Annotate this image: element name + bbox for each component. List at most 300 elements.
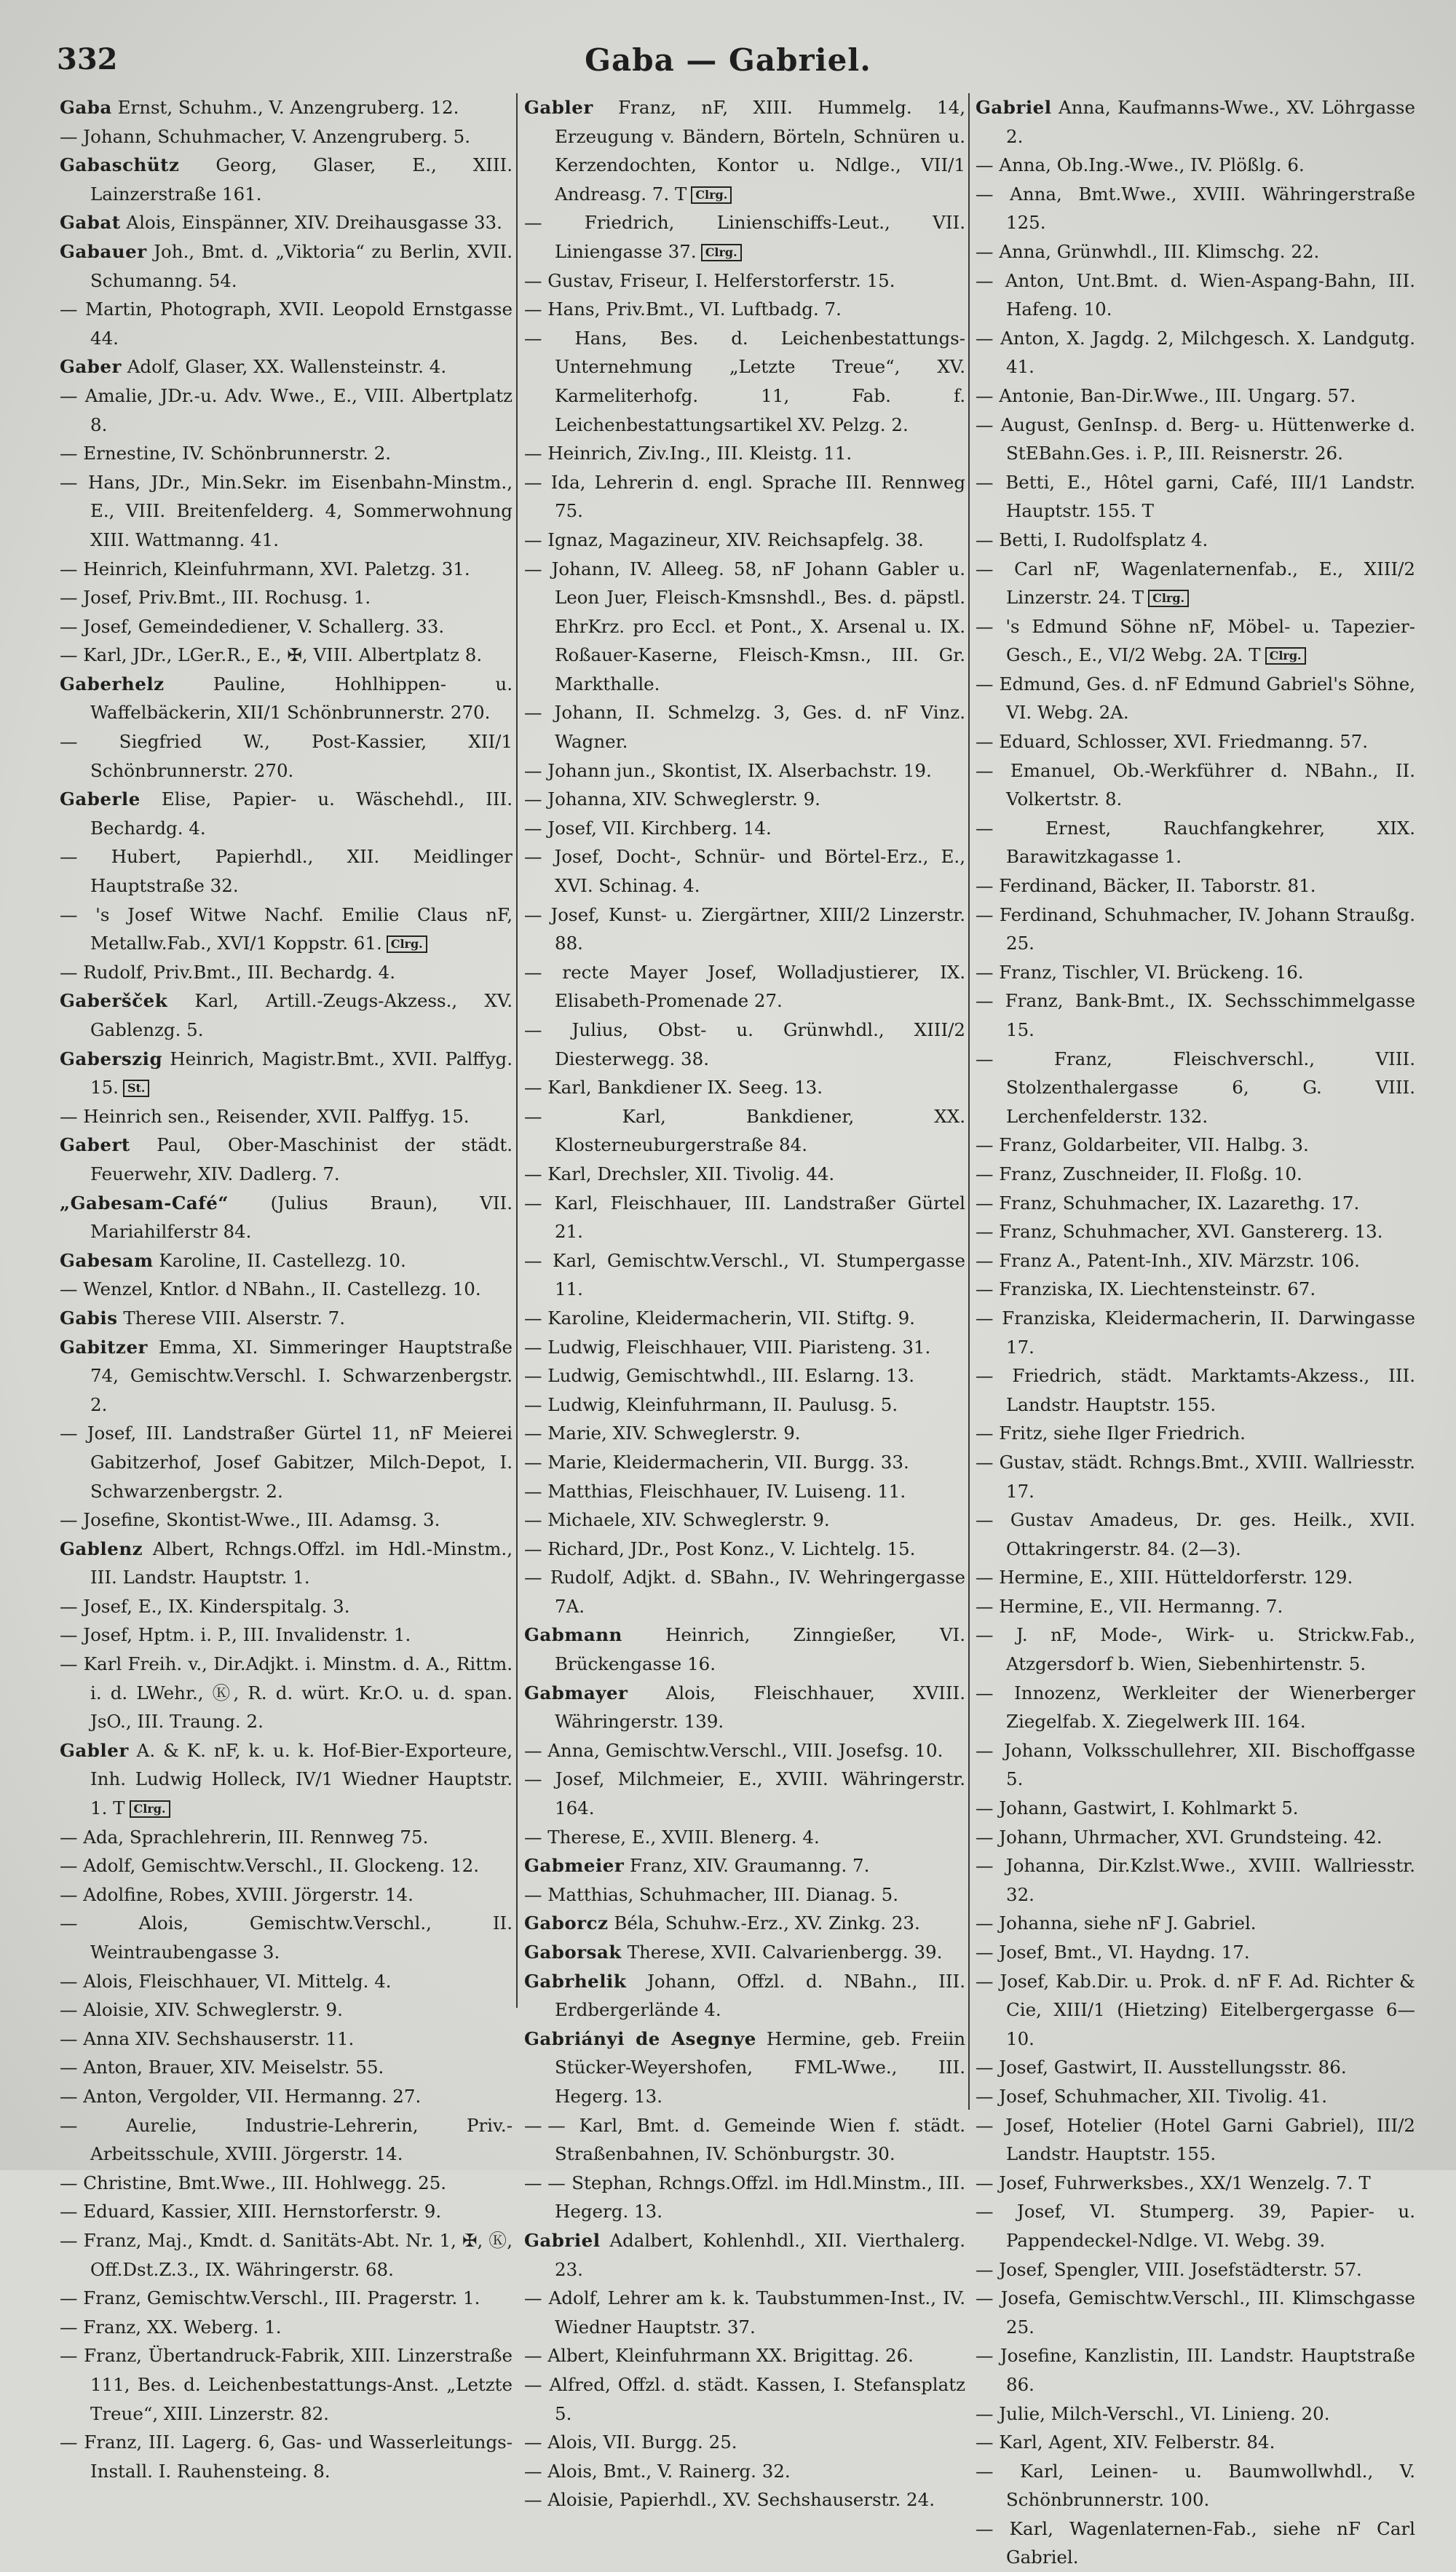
ditto-dash: — (524, 1393, 542, 1415)
ditto-dash: — (976, 183, 994, 205)
ditto-dash: — (976, 2287, 994, 2309)
entry-text: Ferdinand, Bäcker, II. Taborstr. 81. (999, 875, 1316, 897)
ditto-dash: — (976, 2402, 994, 2424)
directory-entry (976, 1217, 1415, 1246)
entry-text: Ludwig, Kleinfuhrmann, II. Paulusg. 5. (547, 1393, 898, 1415)
ditto-dash: — (976, 2201, 994, 2223)
ditto-dash: — (524, 1509, 542, 1531)
directory-entry (524, 1390, 965, 1420)
ditto-dash: — — (524, 2172, 566, 2193)
entry-text: 's Edmund Söhne nF, Möbel- u. Tapezier-Gesch., E., VI/2 Webg. 2A. T (1005, 615, 1415, 666)
entry-text: Josef, Kab.Dir. u. Prok. d. nF F. Ad. Richter & Cie, XIII/1 (Hietzing) Eitelbergergasse 6—10. (1000, 1970, 1415, 2049)
ditto-dash: — (524, 1422, 542, 1444)
directory-entry (976, 2197, 1415, 2255)
ditto-dash: — (524, 702, 542, 724)
directory-entry (524, 1880, 965, 1910)
ditto-dash: — (976, 1970, 994, 1992)
directory-entry (524, 1160, 965, 1189)
directory-entry (524, 1304, 965, 1333)
ditto-dash: — (60, 2172, 78, 2193)
ditto-dash: — (60, 2057, 78, 2078)
ditto-dash: — (976, 1249, 994, 1271)
entry-badge: Clrg. (1148, 590, 1189, 607)
entry-surname: Gabler (524, 97, 593, 118)
ditto-dash: — (524, 1163, 542, 1184)
directory-entry (976, 1419, 1415, 1448)
entry-text: Aloisie, XIV. Schweglerstr. 9. (83, 1999, 343, 2021)
entry-text: Karl, Fleischhauer, III. Landstraßer Gürtel 21. (554, 1192, 965, 1243)
directory-column-left (60, 93, 513, 2485)
entry-text: Alfred, Offzl. d. städt. Kassen, I. Stefansplatz 5. (549, 2373, 965, 2424)
ditto-dash: — (60, 471, 78, 493)
directory-entry (976, 180, 1415, 237)
entry-text: Ludwig, Gemischtwhdl., III. Eslarng. 13. (547, 1365, 915, 1387)
ditto-dash: — (976, 2517, 994, 2539)
ditto-dash: — (976, 1307, 994, 1329)
directory-entry (524, 208, 965, 266)
entry-text: J. nF, Mode-, Wirk- u. Strickw.Fab., Atzgersdorf b. Wien, Siebenhirtenstr. 5. (1006, 1624, 1415, 1675)
ditto-dash: — (60, 1970, 78, 1992)
entry-text: Aloisie, Papierhdl., XV. Sechshauserstr. 24. (547, 2489, 935, 2511)
entry-text: Anton, Brauer, XIV. Meiselstr. 55. (83, 2057, 384, 2078)
entry-text: (Julius Braun), VII. Mariahilferstr 84. (90, 1192, 513, 1243)
entry-text: Aurelie, Industrie-Lehrerin, Priv.-Arbeitsschule, XVIII. Jörgerstr. 14. (90, 2114, 513, 2165)
entry-text: Johann, IV. Alleeg. 58, nF Johann Gabler u. Leon Juer, Fleisch-Kmsnshdl., Bes. d. päpstl. EhrKrz. pro Eccl. et Pont., X. Arsenal u. IX. Roßauer-Kaserne, Fleisch-Kmsn., III. Gr. Markthalle. (551, 558, 965, 695)
entry-text: Gustav, Friseur, I. Helferstorferstr. 15. (547, 269, 895, 291)
directory-entry (60, 122, 513, 151)
entry-text: Karl Freih. v., Dir.Adjkt. i. Minstm. d. A., Rittm. i. d. LWehr., Ⓚ, R. d. würt. Kr.O. u. d. span. JsO., III. Traung. 2. (83, 1653, 513, 1733)
directory-entry (524, 468, 965, 526)
directory-entry (976, 266, 1415, 324)
entry-text: Adolf, Gemischtw.Verschl., II. Glockeng. 12. (83, 1855, 480, 1877)
directory-entry (524, 1736, 965, 1765)
directory-entry (976, 670, 1415, 727)
directory-entry (60, 1505, 513, 1535)
entry-surname: Gaberszig (60, 1048, 163, 1069)
entry-text: Franz, Maj., Kmdt. d. Sanitäts-Abt. Nr. 1, ✠, Ⓚ, Off.Dst.Z.3., IX. Währingerstr. 68. (83, 2229, 513, 2280)
ditto-dash: — (60, 1912, 78, 1934)
entry-text: Therese, XVII. Calvarienbergg. 39. (627, 1942, 943, 1963)
entry-text: Innozenz, Werkleiter der Wienerberger Ziegelfab. X. Ziegelwerk III. 164. (1006, 1682, 1415, 1733)
entry-text: Ludwig, Fleischhauer, VIII. Piaristeng. 31. (547, 1336, 931, 1358)
directory-entry (524, 324, 965, 439)
entry-text: Franz, XX. Weberg. 1. (83, 2316, 282, 2338)
ditto-dash: — (524, 1451, 542, 1473)
entry-text: Karl, Artill.-Zeugs-Akzess., XV. Gablenzg. 5. (90, 990, 513, 1040)
ditto-dash: — (524, 2373, 542, 2395)
ditto-dash: — (976, 1826, 994, 1848)
ditto-dash: — (60, 298, 78, 320)
entry-text: Josef, Hotelier (Hotel Garni Gabriel), III/2 Landstr. Hauptstr. 155. (1005, 2114, 1415, 2165)
entry-text: Alois, Fleischhauer, XVIII. Währingerstr. 139. (555, 1682, 965, 1733)
ditto-dash: — (524, 903, 542, 925)
ditto-dash: — (524, 1249, 542, 1271)
directory-entry (60, 295, 513, 352)
entry-text: Karl, Leinen- u. Baumwollwhdl., V. Schönbrunnerstr. 100. (1006, 2460, 1415, 2511)
ditto-dash: — (60, 1105, 78, 1127)
ditto-dash: — (60, 644, 78, 666)
directory-entry (976, 1938, 1415, 1967)
ditto-dash: — (524, 1480, 542, 1502)
entry-text: Johann, Uhrmacher, XVI. Grundsteing. 42. (999, 1826, 1382, 1848)
ditto-dash: — (60, 2287, 78, 2309)
entry-text: Karl, Bankdiener, XX. Klosterneuburgerstraße 84. (555, 1105, 965, 1156)
ditto-dash: — (524, 1365, 542, 1387)
entry-text: Therese VIII. Alserstr. 7. (123, 1307, 346, 1329)
entry-text: Adolf, Lehrer am k. k. Taubstummen-Inst., IV. Wiedner Hauptstr. 37. (548, 2287, 965, 2338)
entry-badge: Clrg. (1265, 647, 1306, 665)
entry-badge: Clrg. (130, 1800, 170, 1818)
directory-entry (60, 93, 513, 122)
ditto-dash: — (60, 1422, 78, 1444)
entry-text: Georg, Glaser, E., XIII. Lainzerstraße 161. (90, 154, 513, 205)
entry-text: Josef, Spengler, VIII. Josefstädterstr. 57. (999, 2258, 1362, 2280)
entry-text: Karl, Bmt. d. Gemeinde Wien f. städt. Straßenbahnen, IV. Schönburgstr. 30. (555, 2114, 965, 2165)
directory-entry (60, 670, 513, 727)
directory-entry (60, 1102, 513, 1131)
entry-text: Ferdinand, Schuhmacher, IV. Johann Straußg. 25. (999, 903, 1415, 954)
ditto-dash: — (524, 961, 542, 983)
ditto-dash: — (524, 2460, 542, 2482)
entry-text: Anna, Grünwhdl., III. Klimschg. 22. (999, 240, 1320, 262)
entry-surname: Gabmeier (524, 1855, 625, 1877)
directory-entry (976, 727, 1415, 756)
entry-text: Anna, Kaufmanns-Wwe., XV. Löhrgasse 2. (1006, 97, 1415, 147)
ditto-dash: — (976, 1797, 994, 1819)
directory-entry (60, 2197, 513, 2226)
entry-surname: Gaberhelz (60, 673, 165, 695)
entry-text: Heinrich, Zinngießer, VI. Brückengasse 16. (555, 1624, 965, 1675)
entry-text: Albert, Rchngs.Offzl. im Hdl.-Minstm., III. Landstr. Hauptstr. 1. (90, 1538, 513, 1588)
entry-surname: Gabriányi de Asegnye (524, 2027, 756, 2049)
ditto-dash: — (976, 1278, 994, 1300)
directory-entry (524, 2341, 965, 2370)
entry-text: Fritz, siehe Ilger Friedrich. (999, 1422, 1246, 1444)
directory-entry (976, 2399, 1415, 2429)
entry-surname: Gabmann (524, 1624, 622, 1646)
directory-entry (60, 151, 513, 208)
ditto-dash: — (976, 1192, 994, 1214)
entry-text: 's Josef Witwe Nachf. Emilie Claus nF, Metallw.Fab., XVI/1 Koppstr. 61. (90, 903, 513, 954)
entry-text: Martin, Photograph, XVII. Leopold Ernstgasse 44. (85, 298, 513, 349)
entry-text: Anton, Unt.Bmt. d. Wien-Aspang-Bahn, III. Hafeng. 10. (1005, 269, 1415, 320)
entry-text: Anna, Bmt.Wwe., XVIII. Währingerstraße 125. (1006, 183, 1415, 234)
ditto-dash: — (524, 1567, 542, 1588)
directory-entry (976, 2428, 1415, 2457)
directory-entry (976, 2053, 1415, 2082)
directory-column-right (976, 93, 1415, 2572)
directory-entry (976, 2111, 1415, 2169)
ditto-dash: — (60, 2085, 78, 2107)
ditto-dash: — (976, 2114, 994, 2136)
entry-text: Alois, Fleischhauer, VI. Mittelg. 4. (83, 1970, 392, 1992)
entry-text: Josef, Docht-, Schnür- und Börtel-Erz., E., XVI. Schinag. 4. (554, 846, 965, 897)
entry-surname: Gabriel (976, 97, 1052, 118)
entry-text: Karl, Wagenlaternen-Fab., siehe nF Carl Gabriel. (1006, 2517, 1415, 2568)
ditto-dash: — (524, 298, 542, 320)
directory-entry (524, 756, 965, 786)
entry-text: Friedrich, Linienschiffs-Leut., VII. Liniengasse 37. (555, 212, 965, 262)
ditto-dash: — (524, 2287, 542, 2309)
directory-entry (524, 2226, 965, 2284)
ditto-dash: — (976, 961, 994, 983)
directory-column-middle (524, 93, 965, 2514)
ditto-dash: — (976, 2085, 994, 2107)
ditto-dash: — (60, 1509, 78, 1531)
entry-text: Alois, Einspänner, XIV. Dreihausgasse 33. (126, 212, 502, 234)
ditto-dash: — (976, 1942, 994, 1963)
entry-surname: Gabaschütz (60, 154, 180, 176)
entry-text: Julius, Obst- u. Grünwhdl., XIII/2 Diesterwegg. 38. (555, 1019, 965, 1069)
entry-surname: Gaba (60, 97, 112, 118)
entry-text: Johann, Volksschullehrer, XII. Bischoffgasse 5. (1004, 1739, 1415, 1790)
entry-text: recte Mayer Josef, Wolladjustierer, IX. Elisabeth-Promenade 27. (555, 961, 965, 1012)
directory-entry (60, 1419, 513, 1505)
entry-text: Emma, XI. Simmeringer Hauptstraße 74, Gemischtw.Verschl. I. Schwarzenbergstr. 2. (90, 1336, 513, 1415)
entry-text: Josef, Fuhrwerksbes., XX/1 Wenzelg. 7. T (999, 2172, 1371, 2193)
entry-text: August, GenInsp. d. Berg- u. Hüttenwerke d. StEBahn.Ges. i. P., III. Reisnerstr. 26. (1000, 414, 1416, 464)
directory-entry (524, 439, 965, 468)
directory-entry (60, 583, 513, 612)
entry-text: Hermine, E., XIII. Hütteldorferstr. 129. (999, 1567, 1353, 1588)
directory-entry (976, 1592, 1415, 1621)
directory-entry (976, 324, 1415, 381)
ditto-dash: — (976, 759, 994, 781)
entry-text: Karl, Gemischtw.Verschl., VI. Stumpergasse 11. (553, 1249, 965, 1300)
directory-entry (524, 958, 965, 1016)
entry-text: Therese, E., XVIII. Blenerg. 4. (547, 1826, 820, 1848)
directory-entry (976, 1246, 1415, 1275)
entry-text: Joh., Bmt. d. „Viktoria“ zu Berlin, XVII. Schumanng. 54. (90, 240, 513, 291)
directory-entry (524, 1073, 965, 1102)
ditto-dash: — (60, 1278, 78, 1300)
ditto-dash: — (60, 961, 78, 983)
entry-surname: Gabert (60, 1134, 130, 1156)
ditto-dash: — (976, 2345, 994, 2367)
ditto-dash: — (60, 587, 78, 609)
entry-text: Siegfried W., Post-Kassier, XII/1 Schönbrunnerstr. 270. (90, 731, 513, 781)
directory-entry (60, 842, 513, 900)
directory-entry (60, 612, 513, 641)
ditto-dash: — (976, 875, 994, 897)
ditto-dash: — (976, 1855, 994, 1877)
entry-text: Betti, E., Hôtel garni, Café, III/1 Landstr. Hauptstr. 155. T (1005, 471, 1415, 522)
ditto-dash: — (976, 1595, 994, 1617)
directory-entry (60, 1333, 513, 1420)
directory-entry (976, 1851, 1415, 1909)
entry-text: Hubert, Papierhdl., XII. Meidlinger Hauptstraße 32. (90, 846, 513, 897)
ditto-dash: — (60, 2201, 78, 2223)
ditto-dash: — (976, 1048, 994, 1069)
ditto-dash: — (524, 846, 542, 868)
entry-text: Heinrich sen., Reisender, XVII. Palffyg. 15. (83, 1105, 470, 1127)
directory-entry (60, 237, 513, 295)
entry-text: Franz, Tischler, VI. Brückeng. 16. (999, 961, 1304, 983)
entry-text: Ignaz, Magazineur, XIV. Reichsapfelg. 38. (547, 529, 924, 550)
entry-text: Adolfine, Robes, XVIII. Jörgerstr. 14. (83, 1883, 414, 1905)
directory-entry (524, 1477, 965, 1506)
ditto-dash: — (60, 2431, 78, 2453)
entry-text: Matthias, Schuhmacher, III. Dianag. 5. (547, 1883, 899, 1905)
ditto-dash: — (60, 2345, 78, 2367)
directory-entry (60, 1736, 513, 1823)
directory-entry (60, 2313, 513, 2342)
entry-text: Karoline, Kleidermacherin, VII. Stiftg. 9. (547, 1307, 915, 1329)
ditto-dash: — (524, 327, 542, 349)
entry-text: Christine, Bmt.Wwe., III. Hohlwegg. 25. (83, 2172, 447, 2193)
directory-entry (524, 526, 965, 555)
entry-text: Josefa, Gemischtw.Verschl., III. Klimschgasse 25. (1000, 2287, 1415, 2338)
ditto-dash: — (524, 1739, 542, 1761)
directory-entry (60, 2284, 513, 2313)
directory-entry (60, 555, 513, 584)
entry-surname: Gabat (60, 212, 121, 234)
entry-text: Josef, VII. Kirchberg. 14. (547, 817, 772, 839)
entry-surname: Gaberšček (60, 990, 168, 1012)
entry-text: Josefine, Skontist-Wwe., III. Adamsg. 3. (83, 1509, 440, 1531)
ditto-dash: — (976, 903, 994, 925)
entry-text: Franziska, Kleidermacherin, II. Darwingasse 17. (1002, 1307, 1415, 1358)
directory-entry (976, 1045, 1415, 1131)
entry-text: Hans, JDr., Min.Sekr. im Eisenbahn-Minstm., E., VIII. Breitenfelderg. 4, Sommerwohnung XIII. Wattmanng. 41. (87, 471, 513, 550)
entry-text: Josef, Schuhmacher, XII. Tivolig. 41. (999, 2085, 1328, 2107)
entry-text: Franz, Bank-Bmt., IX. Sechsschimmelgasse 15. (1005, 990, 1415, 1040)
ditto-dash: — (976, 731, 994, 753)
directory-entry (60, 1275, 513, 1304)
directory-entry (976, 381, 1415, 411)
entry-text: Alois, Bmt., V. Rainerg. 32. (547, 2460, 791, 2482)
entry-text: Marie, XIV. Schweglerstr. 9. (547, 1422, 801, 1444)
directory-entry (524, 1679, 965, 1736)
directory-entry (976, 871, 1415, 901)
directory-entry (976, 1505, 1415, 1563)
directory-entry (976, 1967, 1415, 2054)
ditto-dash: — (524, 788, 542, 810)
entry-text: Josef, Hptm. i. P., III. Invalidenstr. 1. (83, 1624, 411, 1646)
directory-entry (524, 785, 965, 814)
entry-text: Friedrich, städt. Marktamts-Akzess., III. Landstr. Hauptstr. 155. (1006, 1365, 1415, 1415)
entry-text: Franz, Fleischverschl., VIII. Stolzenthalergasse 6, G. VIII. Lerchenfelderstr. 132. (1006, 1048, 1415, 1127)
directory-entry (60, 785, 513, 842)
ditto-dash: — (976, 1451, 994, 1473)
entry-surname: Gabis (60, 1307, 118, 1329)
directory-entry (60, 1189, 513, 1246)
ditto-dash: — (976, 1221, 994, 1243)
ditto-dash: — (60, 1999, 78, 2021)
directory-entry (524, 2428, 965, 2457)
directory-entry (60, 468, 513, 555)
directory-entry (60, 1535, 513, 1592)
ditto-dash: — (60, 1653, 78, 1675)
directory-entry (976, 2284, 1415, 2341)
entry-text: Josef, III. Landstraßer Gürtel 11, nF Meierei Gabitzerhof, Josef Gabitzer, Milch-Depot, I. Schwarzenbergstr. 2. (87, 1422, 513, 1502)
entry-text: Franziska, IX. Liechtensteinstr. 67. (999, 1278, 1316, 1300)
entry-text: Richard, JDr., Post Konz., V. Lichtelg. 15. (547, 1538, 916, 1559)
entry-text: Anna XIV. Sechshauserstr. 11. (83, 2027, 355, 2049)
ditto-dash: — (60, 731, 78, 753)
directory-entry (524, 2111, 965, 2169)
column-divider (516, 93, 518, 2008)
directory-entry (60, 1967, 513, 1996)
entry-text: Betti, I. Rudolfsplatz 4. (999, 529, 1208, 550)
ditto-dash: — (976, 1624, 994, 1646)
directory-entry (976, 1823, 1415, 1852)
directory-entry (524, 2485, 965, 2514)
entry-text: Franz, Schuhmacher, XVI. Ganstererg. 13. (999, 1221, 1383, 1243)
ditto-dash: — (976, 2431, 994, 2453)
directory-entry (976, 2514, 1415, 2572)
directory-entry (524, 2457, 965, 2486)
directory-entry (60, 1650, 513, 1736)
ditto-dash: — (524, 2345, 542, 2367)
directory-entry (60, 1246, 513, 1275)
ditto-dash: — (524, 1336, 542, 1358)
entry-text: Anna, Gemischtw.Verschl., VIII. Josefsg. 10. (547, 1739, 943, 1761)
entry-text: Ida, Lehrerin d. engl. Sprache III. Rennweg 75. (550, 471, 966, 522)
ditto-dash: — (524, 817, 542, 839)
ditto-dash: — (524, 1826, 542, 1848)
entry-text: Anna, Ob.Ing.-Wwe., IV. Plößlg. 6. (999, 154, 1305, 176)
directory-entry (60, 1131, 513, 1188)
directory-entry (60, 1995, 513, 2025)
ditto-dash: — (524, 1883, 542, 1905)
ditto-dash: — (524, 443, 542, 464)
directory-entry (976, 1189, 1415, 1218)
entry-text: Franz, XIV. Graumanng. 7. (630, 1855, 870, 1877)
entry-text: A. & K. nF, k. u. k. Hof-Bier-Exporteure, Inh. Ludwig Holleck, IV/1 Wiedner Hauptstr. 1. T (90, 1739, 513, 1819)
ditto-dash: — (976, 673, 994, 695)
entry-text: Alois, Gemischtw.Verschl., II. Weintraubengasse 3. (90, 1912, 513, 1963)
directory-entry (524, 1448, 965, 1477)
entry-text: Adolf, Glaser, XX. Wallensteinstr. 4. (127, 356, 447, 378)
entry-text: Josef, Gemeindediener, V. Schallerg. 33. (83, 615, 445, 637)
directory-entry (976, 1160, 1415, 1189)
entry-text: Karl, Agent, XIV. Felberstr. 84. (999, 2431, 1275, 2453)
directory-entry (524, 1851, 965, 1880)
entry-badge: Clrg. (701, 244, 742, 261)
directory-entry (60, 901, 513, 958)
directory-entry (976, 1563, 1415, 1592)
ditto-dash: — (60, 2316, 78, 2338)
entry-text: Johann, II. Schmelzg. 3, Ges. d. nF Vinz. Wagner. (554, 702, 965, 753)
ditto-dash: — (524, 558, 542, 579)
directory-entry (60, 1823, 513, 1852)
entry-text: Johann jun., Skontist, IX. Alserbachstr. 19. (547, 759, 932, 781)
ditto-dash: — (60, 1624, 78, 1646)
entry-text: Heinrich, Magistr.Bmt., XVII. Palffyg. 15. (90, 1048, 513, 1099)
directory-entry (524, 1246, 965, 1304)
entry-text: Eduard, Kassier, XIII. Hernstorferstr. 9. (83, 2201, 442, 2223)
directory-entry (60, 1304, 513, 1333)
directory-entry (60, 1621, 513, 1650)
directory-entry (524, 2284, 965, 2341)
entry-text: Franz A., Patent-Inh., XIV. Märzstr. 106. (999, 1249, 1360, 1271)
directory-entry (976, 237, 1415, 266)
directory-entry (524, 842, 965, 900)
ditto-dash: — (976, 1567, 994, 1588)
page-title: Gaba — Gabriel. (585, 42, 871, 78)
directory-entry (976, 1909, 1415, 1938)
ditto-dash: — (976, 1365, 994, 1387)
directory-entry (60, 2169, 513, 2198)
directory-entry (976, 814, 1415, 871)
directory-entry (524, 555, 965, 699)
directory-entry (60, 1045, 513, 1102)
ditto-dash: — (60, 1595, 78, 1617)
ditto-dash: — (976, 384, 994, 406)
entry-text: Franz, Übertandruck-Fabrik, XIII. Linzerstraße 111, Bes. d. Leichenbestattungs-Anst. „Letzte Treue“, XIII. Linzerstr. 82. (84, 2345, 513, 2424)
entry-surname: Gabrhelik (524, 1970, 627, 1992)
